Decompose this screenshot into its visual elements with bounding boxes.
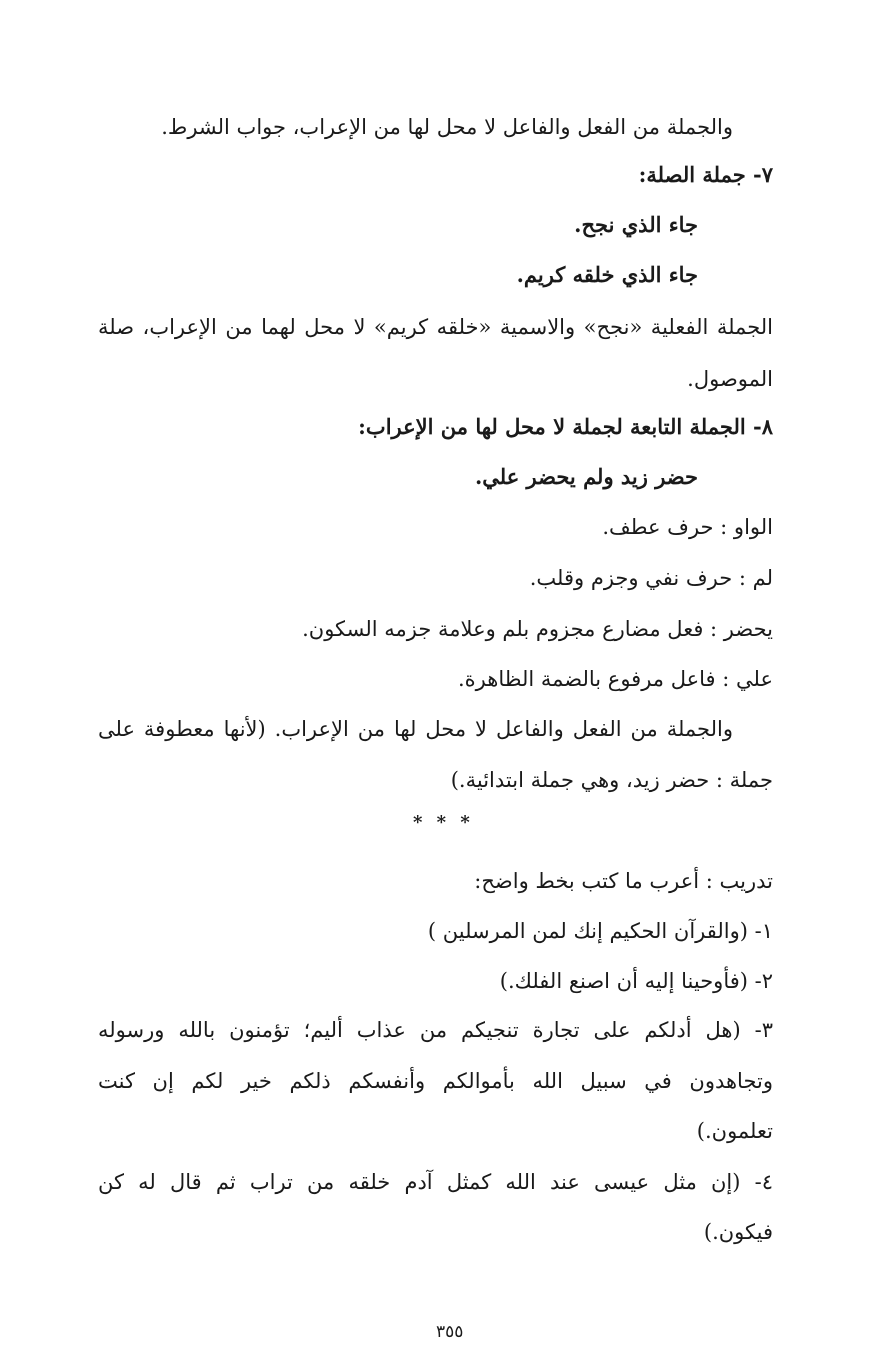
exercise-item-continued: فيكون.) [703,1220,773,1244]
exercise-item: ٤- (إن مثل عيسى عند الله كمثل آدم خلقه من تراب ثم قال له كن [98,1170,773,1194]
exercise-item: ٣- (هل أدلكم على تجارة تنجيكم من عذاب أليم؛ تؤمنون بالله ورسوله [98,1018,773,1042]
text-line: الموصول. [687,367,773,391]
text-line: والجملة من الفعل والفاعل لا محل لها من الإعراب. (لأنها معطوفة على [98,717,733,741]
example-sentence: جاء الذي خلقه كريم. [516,262,698,287]
text-line: يحضر : فعل مضارع مجزوم بلم وعلامة جزمه السكون. [302,617,773,641]
text-line: والجملة من الفعل والفاعل لا محل لها من الإعراب، جواب الشرط. [161,115,733,139]
section-divider: * * * [413,812,474,833]
text-line: لم : حرف نفي وجزم وقلب. [529,566,773,590]
section-heading: ٨- الجملة التابعة لجملة لا محل لها من الإعراب: [358,414,773,439]
exercise-item-continued: تعلمون.) [696,1119,773,1143]
section-heading: ٧- جملة الصلة: [638,162,773,187]
example-sentence: حضر زيد ولم يحضر علي. [474,464,698,489]
text-line: الواو : حرف عطف. [602,515,773,539]
text-line: علي : فاعل مرفوع بالضمة الظاهرة. [457,667,773,691]
page-number: ٣٥٥ [436,1322,464,1342]
exercise-heading: تدريب : أعرب ما كتب بخط واضح: [474,869,773,893]
text-line: جملة : حضر زيد، وهي جملة ابتدائية.) [450,768,773,792]
exercise-item-continued: وتجاهدون في سبيل الله بأموالكم وأنفسكم ذلكم خير لكم إن كنت [98,1069,773,1093]
text-line: الجملة الفعلية «نجح» والاسمية «خلقه كريم» لا محل لهما من الإعراب، صلة [98,315,773,339]
exercise-item: ١- (والقرآن الحكيم إنك لمن المرسلين ) [427,919,773,943]
example-sentence: جاء الذي نجح. [574,212,698,237]
exercise-item: ٢- (فأوحينا إليه أن اصنع الفلك.) [499,969,773,993]
